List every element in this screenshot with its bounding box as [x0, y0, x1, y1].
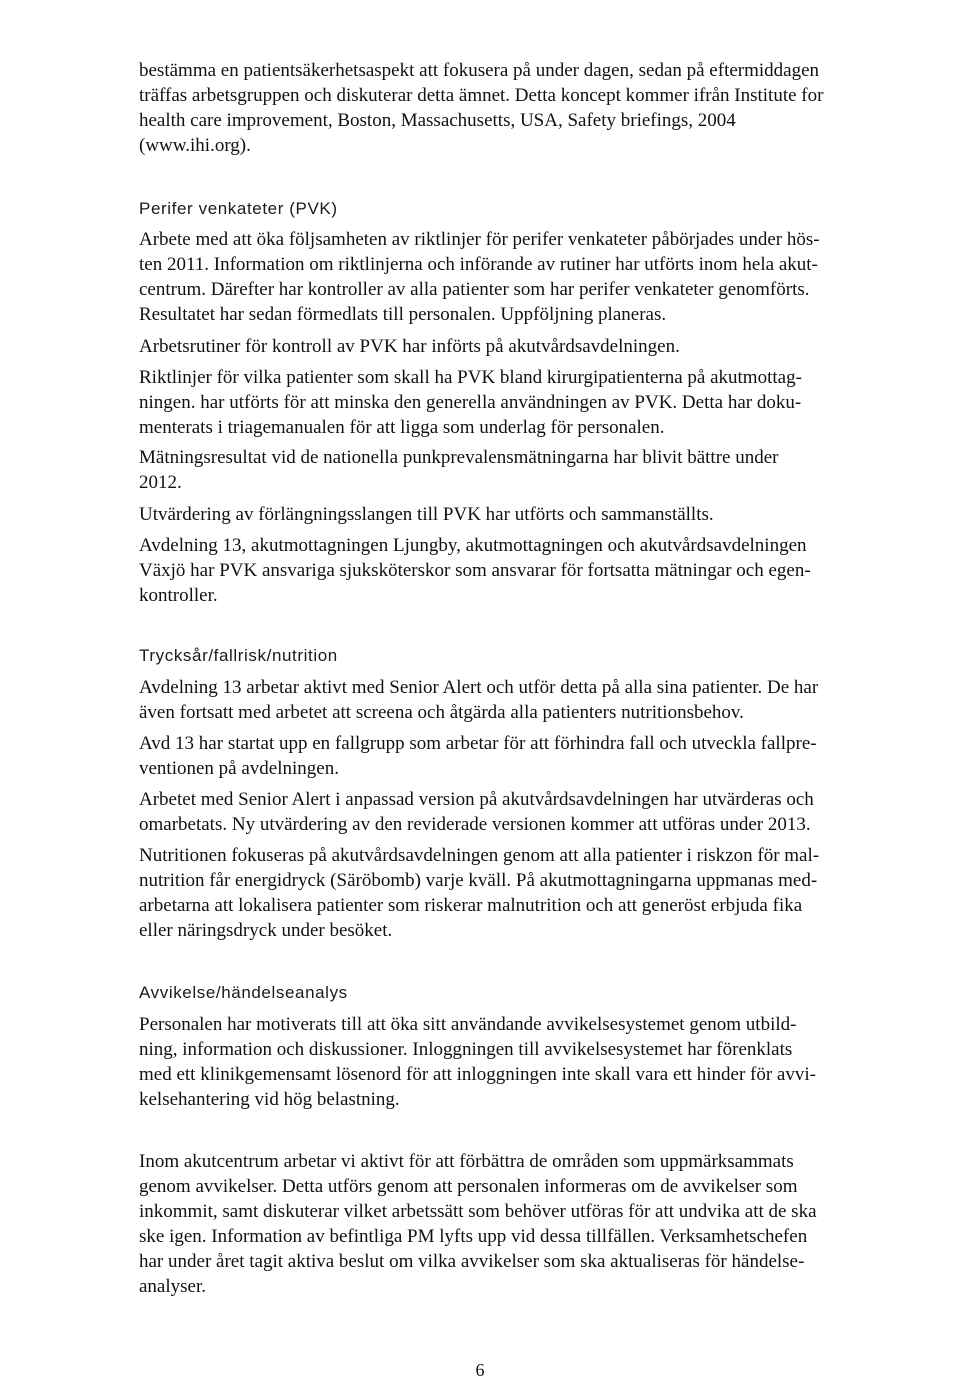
text-line: Utvärdering av förlängningsslangen till PVK har utförts och sammanställts.: [139, 504, 714, 525]
text-line: 2012.: [139, 472, 182, 493]
section-heading-pvk: Perifer venkateter (PVK): [139, 199, 338, 218]
text-line: Nutritionen fokuseras på akutvårdsavdelningen genom att alla patienter i riskzon för mal-: [139, 845, 820, 866]
pvk-paragraph-1: [139, 227, 929, 327]
pvk-paragraph-5: [139, 502, 929, 527]
text-line: ske igen. Information av befintliga PM lyfts upp vid dessa tillfällen. Verksamhetschefen: [139, 1226, 808, 1247]
section-heading-avvik: Avvikelse/händelseanalys: [139, 983, 348, 1002]
text-line: Mätningsresultat vid de nationella punkprevalensmätningarna har blivit bättre under: [139, 447, 779, 468]
text-line: eller näringsdryck under besöket.: [139, 920, 393, 941]
text-line: kelsehantering vid hög belastning.: [139, 1089, 400, 1110]
pvk-paragraph-4: [139, 445, 929, 495]
text-line: Inom akutcentrum arbetar vi aktivt för att förbättra de områden som uppmärksammats: [139, 1151, 794, 1172]
tryck-paragraph-4: [139, 843, 929, 943]
text-line: health care improvement, Boston, Massachusetts, USA, Safety briefings, 2004: [139, 110, 736, 131]
text-line: analyser.: [139, 1276, 207, 1297]
text-line: även fortsatt med arbetet att screena och åtgärda alla patienters nutritionsbehov.: [139, 702, 744, 723]
text-line: kontroller.: [139, 585, 218, 606]
text-line: Arbetet med Senior Alert i anpassad version på akutvårdsavdelningen har utvärderas och: [139, 789, 814, 810]
text-line: har under året tagit aktiva beslut om vilka avvikelser som ska aktualiseras för händelse-: [139, 1251, 805, 1272]
text-line: Avdelning 13, akutmottagningen Ljungby, akutmottagningen och akutvårdsavdelningen: [139, 535, 807, 556]
tryck-paragraph-3: [139, 787, 929, 837]
text-line: ventionen på avdelningen.: [139, 758, 339, 779]
text-line: inkommit, samt diskuterar vilket arbetssätt som behöver utföras för att undvika att de ska: [139, 1201, 817, 1222]
text-line: menterats i triagemanualen för att ligga som underlag för personalen.: [139, 417, 665, 438]
text-line: genom avvikelser. Detta utförs genom att personalen informeras om de avvikelser som: [139, 1176, 798, 1197]
text-line: Personalen har motiverats till att öka sitt användande avvikelsesystemet genom utbild-: [139, 1014, 797, 1035]
section-heading-tryck: Trycksår/fallrisk/nutrition: [139, 646, 338, 665]
avvik-paragraph-1: [139, 1012, 929, 1112]
text-line: (www.ihi.org).: [139, 135, 251, 156]
text-line: Riktlinjer för vilka patienter som skall ha PVK bland kirurgipatienterna på akutmottag-: [139, 367, 802, 388]
text-line: Avdelning 13 arbetar aktivt med Senior Alert och utför detta på alla sina patienter. De har: [139, 677, 819, 698]
avvik-paragraph-2: [139, 1149, 929, 1299]
text-line: träffas arbetsgruppen och diskuterar detta ämnet. Detta koncept kommer ifrån Institute for: [139, 85, 824, 106]
pvk-paragraph-6: [139, 533, 929, 608]
text-line: nutrition får energidryck (Säröbomb) varje kväll. På akutmottagningarna uppmanas med-: [139, 870, 818, 891]
text-line: bestämma en patientsäkerhetsaspekt att fokusera på under dagen, sedan på eftermiddagen: [139, 60, 820, 81]
pvk-paragraph-3: [139, 365, 929, 440]
text-line: Resultatet har sedan förmedlats till personalen. Uppföljning planeras.: [139, 304, 667, 325]
text-line: ten 2011. Information om riktlinjerna och införande av rutiner har utförts inom hela akut-: [139, 254, 818, 275]
text-line: Arbete med att öka följsamheten av riktlinjer för perifer venkateter påbörjades under hös-: [139, 229, 820, 250]
tryck-paragraph-1: [139, 675, 929, 725]
intro-paragraph: [139, 58, 929, 158]
text-line: Växjö har PVK ansvariga sjuksköterskor som ansvarar för fortsatta mätningar och egen-: [139, 560, 811, 581]
pvk-paragraph-2: [139, 334, 929, 359]
text-line: Arbetsrutiner för kontroll av PVK har införts på akutvårdsavdelningen.: [139, 336, 680, 357]
text-line: Avd 13 har startat upp en fallgrupp som arbetar för att förhindra fall och utveckla fallpre-: [139, 733, 817, 754]
text-line: arbetarna att lokalisera patienter som riskerar malnutrition och att generöst erbjuda fika: [139, 895, 803, 916]
text-line: ningen. har utförts för att minska den generella användningen av PVK. Detta har doku-: [139, 392, 802, 413]
tryck-paragraph-2: [139, 731, 929, 781]
text-line: omarbetats. Ny utvärdering av den reviderade versionen kommer att utföras under 2013.: [139, 814, 811, 835]
text-line: centrum. Därefter har kontroller av alla patienter som har perifer venkateter genomförts.: [139, 279, 810, 300]
text-line: ning, information och diskussioner. Inloggningen till avvikelsesystemet har förenklats: [139, 1039, 793, 1060]
text-line: med ett klinikgemensamt lösenord för att inloggningen inte skall vara ett hinder för avvi-: [139, 1064, 816, 1085]
page-number: 6: [475, 1360, 485, 1380]
